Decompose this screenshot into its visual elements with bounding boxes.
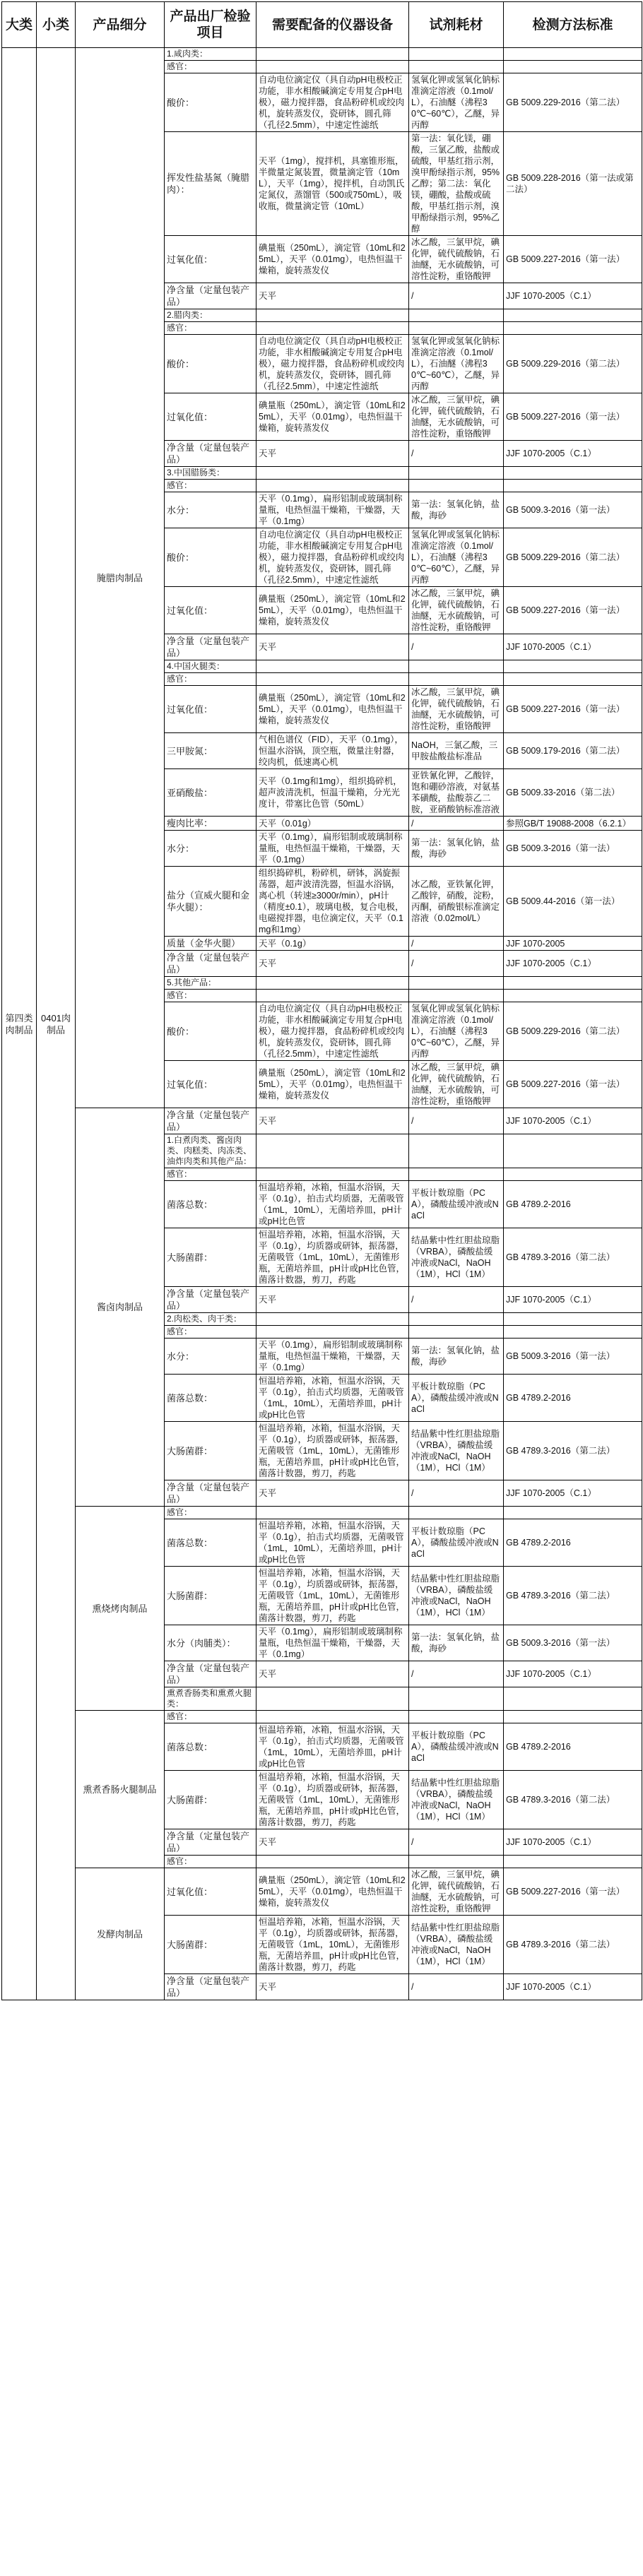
empty-cell [409, 309, 504, 322]
reagent-cell: / [409, 1661, 504, 1687]
empty-cell [256, 480, 409, 492]
method-standard-cell: JJF 1070-2005（C.1） [504, 283, 642, 309]
method-standard-cell: JJF 1070-2005（C.1） [504, 1108, 642, 1134]
section-label-cell: 1.咸肉类： [165, 48, 256, 61]
empty-cell [504, 990, 642, 1002]
empty-cell [409, 1856, 504, 1868]
inspection-requirements-table [1, 1, 642, 2000]
header-cell-small-category: 小类 [37, 2, 76, 48]
method-standard-cell: JJF 1070-2005（C.1） [504, 1661, 642, 1687]
inspection-item-cell: 大肠菌群： [165, 1771, 256, 1829]
section-label-cell: 5.其他产品： [165, 977, 256, 990]
equipment-cell: 自动电位滴定仪（具自动pH电极校正功能，非水相酸碱滴定专用复合pH电极），磁力搅拌器，食品粉碎机或绞肉机，旋转蒸发仪，瓷研钵，圆孔筛（孔径2.5mm），中速定性滤纸 [256, 1002, 409, 1061]
header-cell-method-standard: 检测方法标准 [504, 2, 642, 48]
small-category-cell: 0401肉制品 [37, 48, 76, 2000]
equipment-cell: 天平 [256, 1661, 409, 1687]
empty-cell [409, 1687, 504, 1711]
header-cell-equipment: 需要配备的仪器设备 [256, 2, 409, 48]
empty-cell [409, 480, 504, 492]
method-standard-cell: GB 4789.3-2016（第二法） [504, 1567, 642, 1625]
section-row [2, 48, 642, 61]
empty-cell [504, 467, 642, 480]
method-standard-cell: GB 4789.3-2016（第二法） [504, 1228, 642, 1287]
inspection-item-cell: 瘦肉比率： [165, 817, 256, 831]
method-standard-cell: JJF 1070-2005（C.1） [504, 1480, 642, 1507]
equipment-cell: 天平（0.01g） [256, 817, 409, 831]
section-label-cell: 感官： [165, 990, 256, 1002]
reagent-cell: 冰乙酸，亚铁氰化钾，乙酸锌，硝酸，淀粉，丙酮，硝酸银标准滴定溶液（0.02mol/L） [409, 867, 504, 937]
empty-cell [504, 660, 642, 673]
empty-cell [256, 1168, 409, 1181]
inspection-item-cell: 净含量（定量包装产品） [165, 1480, 256, 1507]
equipment-cell: 天平 [256, 1974, 409, 2000]
empty-cell [504, 977, 642, 990]
method-standard-cell: GB 5009.227-2016（第一法） [504, 1061, 642, 1108]
table-body [2, 48, 642, 2000]
reagent-cell: 结晶紫中性红胆盐琼脂（VRBA），磷酸盐缓冲液或NaCl，NaOH（1M），HCl（1M） [409, 1916, 504, 1974]
empty-cell [256, 1326, 409, 1339]
inspection-item-cell: 过氧化值： [165, 1061, 256, 1108]
empty-cell [256, 990, 409, 1002]
reagent-cell: 结晶紫中性红胆盐琼脂（VRBA），磷酸盐缓冲液或NaCl，NaOH（1M），HCl（1M） [409, 1771, 504, 1829]
equipment-cell: 天平 [256, 1108, 409, 1134]
section-label-cell: 感官： [165, 1856, 256, 1868]
reagent-cell: 氢氧化钾或氢氧化钠标准滴定溶液（0.1mol/L），石油醚（沸程30℃~60℃），乙醚，异丙醇 [409, 73, 504, 132]
section-label-cell: 感官： [165, 1326, 256, 1339]
equipment-cell: 恒温培养箱，冰箱，恒温水浴锅，天平（0.1g），均质器或研钵，振荡器，无菌吸管（1mL，10mL），无菌锥形瓶，无菌培养皿，pH计或pH比色管，菌落计数器，剪刀，药匙 [256, 1771, 409, 1829]
product-subdivision-cell: 熏烧烤肉制品 [76, 1507, 165, 1711]
method-standard-cell: GB 4789.2-2016 [504, 1375, 642, 1422]
empty-cell [504, 1313, 642, 1326]
empty-cell [256, 322, 409, 335]
empty-cell [504, 1134, 642, 1168]
empty-cell [256, 309, 409, 322]
equipment-cell: 碘量瓶（250mL），滴定管（10mL和25mL），天平（0.01mg），电热恒温干燥箱，旋转蒸发仪 [256, 393, 409, 441]
reagent-cell: / [409, 634, 504, 660]
inspection-item-cell: 酸价： [165, 335, 256, 393]
inspection-item-cell: 酸价： [165, 1002, 256, 1061]
reagent-cell: / [409, 1108, 504, 1134]
equipment-cell: 自动电位滴定仪（具自动pH电极校正功能，非水相酸碱滴定专用复合pH电极），磁力搅拌器，食品粉碎机或绞肉机，旋转蒸发仪，瓷研钵，圆孔筛（孔径2.5mm），中速定性滤纸 [256, 528, 409, 587]
equipment-cell: 天平 [256, 441, 409, 467]
empty-cell [256, 61, 409, 73]
method-standard-cell: JJF 1070-2005（C.1） [504, 1974, 642, 2000]
section-label-cell: 感官： [165, 322, 256, 335]
reagent-cell: / [409, 441, 504, 467]
method-standard-cell: GB 5009.229-2016（第二法） [504, 73, 642, 132]
section-row [2, 1711, 642, 1723]
section-label-cell: 感官： [165, 673, 256, 686]
header-row [2, 2, 642, 48]
method-standard-cell: JJF 1070-2005 [504, 937, 642, 951]
equipment-cell: 恒温培养箱，冰箱，恒温水浴锅，天平（0.1g），均质器或研钵，振荡器，无菌吸管（1mL，10mL），无菌锥形瓶，无菌培养皿，pH计或pH比色管，菌落计数器，剪刀，药匙 [256, 1567, 409, 1625]
method-standard-cell: JJF 1070-2005（C.1） [504, 634, 642, 660]
empty-cell [504, 1687, 642, 1711]
method-standard-cell: GB 5009.229-2016（第二法） [504, 1002, 642, 1061]
empty-cell [256, 1687, 409, 1711]
equipment-cell: 气相色谱仪（FID），天平（0.1mg），恒温水浴锅，顶空瓶，微量注射器，绞肉机，低速离心机 [256, 733, 409, 769]
inspection-item-cell: 水分： [165, 492, 256, 528]
empty-cell [504, 1856, 642, 1868]
inspection-item-cell: 三甲胺氮： [165, 733, 256, 769]
section-label-cell: 3.中国腊肠类： [165, 467, 256, 480]
equipment-cell: 组织捣碎机，粉碎机，研钵，涡旋振荡器，超声波清洗器，恒温水浴锅，离心机（转速≥3000r/min），pH计（精度±0.1），玻璃电极，复合电极，电磁搅拌器，电位滴定仪，天平（0.1mg和1mg） [256, 867, 409, 937]
equipment-cell: 自动电位滴定仪（具自动pH电极校正功能，非水相酸碱滴定专用复合pH电极），磁力搅拌器，食品粉碎机或绞肉机，旋转蒸发仪，瓷研钵，圆孔筛（孔径2.5mm），中速定性滤纸 [256, 335, 409, 393]
method-standard-cell: GB 5009.3-2016（第一法） [504, 1625, 642, 1661]
method-standard-cell: GB 4789.2-2016 [504, 1519, 642, 1567]
product-subdivision-cell: 腌腊肉制品 [76, 48, 165, 1108]
empty-cell [409, 990, 504, 1002]
method-standard-cell: GB 5009.3-2016（第一法） [504, 1339, 642, 1375]
method-standard-cell: GB 5009.229-2016（第二法） [504, 335, 642, 393]
reagent-cell: / [409, 283, 504, 309]
method-standard-cell: GB 5009.227-2016（第一法） [504, 686, 642, 733]
reagent-cell: 第一法：氢氧化钠，盐酸，海砂 [409, 1625, 504, 1661]
header-cell-product-subdivision: 产品细分 [76, 2, 165, 48]
inspection-item-cell: 菌落总数： [165, 1519, 256, 1567]
inspection-item-cell: 菌落总数： [165, 1723, 256, 1771]
reagent-cell: 冰乙酸，三氯甲烷，碘化钾，硫代硫酸钠，石油醚，无水硫酸钠，可溶性淀粉，重铬酸钾 [409, 587, 504, 634]
reagent-cell: / [409, 1480, 504, 1507]
empty-cell [256, 1711, 409, 1723]
empty-cell [409, 61, 504, 73]
method-standard-cell: GB 5009.3-2016（第一法） [504, 831, 642, 867]
equipment-cell: 碘量瓶（250mL），滴定管（10mL和25mL），天平（0.01mg），电热恒温干燥箱，旋转蒸发仪 [256, 587, 409, 634]
table-row [2, 1868, 642, 1916]
reagent-cell: 冰乙酸，三氯甲烷，碘化钾，硫代硫酸钠，石油醚，无水硫酸钠，可溶性淀粉，重铬酸钾 [409, 686, 504, 733]
method-standard-cell: GB 5009.227-2016（第一法） [504, 236, 642, 283]
section-row [2, 1507, 642, 1519]
reagent-cell: 结晶紫中性红胆盐琼脂（VRBA），磷酸盐缓冲液或NaCl，NaOH（1M），HCl（1M） [409, 1567, 504, 1625]
empty-cell [409, 673, 504, 686]
empty-cell [409, 1313, 504, 1326]
section-label-cell: 感官： [165, 480, 256, 492]
product-subdivision-cell: 发酵肉制品 [76, 1868, 165, 2000]
section-label-cell: 1.白煮肉类、酱卤肉类、肉糕类、肉冻类、油炸肉类和其他产品： [165, 1134, 256, 1168]
empty-cell [504, 673, 642, 686]
inspection-item-cell: 净含量（定量包装产品） [165, 1661, 256, 1687]
reagent-cell: 亚铁氰化钾，乙酸锌，饱和硼砂溶液，对氨基苯磺酸，盐酸萘乙二胺，亚硝酸钠标准溶液 [409, 769, 504, 817]
reagent-cell: 冰乙酸，三氯甲烷，碘化钾，硫代硫酸钠，石油醚，无水硫酸钠，可溶性淀粉，重铬酸钾 [409, 1868, 504, 1916]
section-label-cell: 4.中国火腿类： [165, 660, 256, 673]
equipment-cell: 天平（0.1mg），扁形铝制或玻璃制称量瓶，电热恒温干燥箱，干燥器，天平（0.1mg） [256, 831, 409, 867]
method-standard-cell: GB 4789.2-2016 [504, 1181, 642, 1228]
section-label-cell: 熏煮香肠类和熏煮火腿类： [165, 1687, 256, 1711]
method-standard-cell: GB 4789.3-2016（第二法） [504, 1916, 642, 1974]
method-standard-cell: GB 5009.228-2016（第一法或第二法） [504, 132, 642, 236]
reagent-cell: / [409, 817, 504, 831]
method-standard-cell: GB 4789.3-2016（第二法） [504, 1422, 642, 1480]
section-label-cell: 感官： [165, 1507, 256, 1519]
inspection-item-cell: 菌落总数： [165, 1375, 256, 1422]
empty-cell [256, 977, 409, 990]
reagent-cell: 第一法：氢氧化钠，盐酸，海砂 [409, 831, 504, 867]
reagent-cell: 平板计数琼脂（PCA），磷酸盐缓冲液或NaCl [409, 1375, 504, 1422]
method-standard-cell: GB 5009.227-2016（第一法） [504, 587, 642, 634]
header-cell-inspection-item: 产品出厂检验项目 [165, 2, 256, 48]
reagent-cell: 第一法：氧化镁，硼酸，三氯乙酸，盐酸或硫酸，甲基红指示剂，溴甲酚绿指示剂，95%乙醇；第二法：氧化镁，硼酸，盐酸或硫酸，甲基红指示剂，溴甲酚绿指示剂，95%乙醇 [409, 132, 504, 236]
method-standard-cell: GB 4789.2-2016 [504, 1723, 642, 1771]
equipment-cell: 天平 [256, 283, 409, 309]
inspection-item-cell: 过氧化值： [165, 393, 256, 441]
method-standard-cell: GB 5009.44-2016（第一法） [504, 867, 642, 937]
inspection-item-cell: 净含量（定量包装产品） [165, 1108, 256, 1134]
inspection-item-cell: 过氧化值： [165, 236, 256, 283]
reagent-cell: 结晶紫中性红胆盐琼脂（VRBA），磷酸盐缓冲液或NaCl，NaOH（1M），HCl（1M） [409, 1422, 504, 1480]
equipment-cell: 恒温培养箱，冰箱，恒温水浴锅，天平（0.1g），拍击式均质器，无菌吸管（1mL，10mL），无菌培养皿，pH计或pH比色管 [256, 1375, 409, 1422]
reagent-cell: 平板计数琼脂（PCA），磷酸盐缓冲液或NaCl [409, 1723, 504, 1771]
empty-cell [256, 1507, 409, 1519]
inspection-item-cell: 质量（金华火腿） [165, 937, 256, 951]
header-cell-reagents: 试剂耗材 [409, 2, 504, 48]
equipment-cell: 天平（0.1mg），扁形铝制或玻璃制称量瓶，电热恒温干燥箱，干燥器，天平（0.1mg） [256, 1339, 409, 1375]
equipment-cell: 恒温培养箱，冰箱，恒温水浴锅，天平（0.1g），拍击式均质器，无菌吸管（1mL，10mL），无菌培养皿，pH计或pH比色管 [256, 1519, 409, 1567]
reagent-cell: 氢氧化钾或氢氧化钠标准滴定溶液（0.1mol/L），石油醚（沸程30℃~60℃），乙醚，异丙醇 [409, 528, 504, 587]
product-subdivision-cell: 熏煮香肠火腿制品 [76, 1711, 165, 1868]
empty-cell [504, 480, 642, 492]
method-standard-cell: GB 5009.179-2016（第二法） [504, 733, 642, 769]
equipment-cell: 天平（0.1mg），扁形铝制或玻璃制称量瓶，电热恒温干燥箱，干燥器，天平（0.1mg） [256, 492, 409, 528]
method-standard-cell: GB 4789.3-2016（第二法） [504, 1771, 642, 1829]
reagent-cell: 氢氧化钾或氢氧化钠标准滴定溶液（0.1mol/L），石油醚（沸程30℃~60℃），乙醚，异丙醇 [409, 1002, 504, 1061]
section-label-cell: 感官： [165, 1711, 256, 1723]
equipment-cell: 碘量瓶（250mL），滴定管（10mL和25mL），天平（0.01mg），电热恒温干燥箱，旋转蒸发仪 [256, 1061, 409, 1108]
reagent-cell: 平板计数琼脂（PCA），磷酸盐缓冲液或NaCl [409, 1181, 504, 1228]
empty-cell [504, 1168, 642, 1181]
inspection-item-cell: 水分： [165, 1339, 256, 1375]
reagent-cell: 第一法：氢氧化钠，盐酸，海砂 [409, 1339, 504, 1375]
method-standard-cell: JJF 1070-2005（C.1） [504, 1829, 642, 1856]
inspection-item-cell: 净含量（定量包装产品） [165, 1974, 256, 2000]
inspection-item-cell: 大肠菌群： [165, 1228, 256, 1287]
reagent-cell: 冰乙酸，三氯甲烷，碘化钾，硫代硫酸钠，石油醚，无水硫酸钠，可溶性淀粉，重铬酸钾 [409, 236, 504, 283]
empty-cell [409, 1168, 504, 1181]
equipment-cell: 碘量瓶（250mL），滴定管（10mL和25mL），天平（0.01mg），电热恒温干燥箱，旋转蒸发仪 [256, 686, 409, 733]
big-category-cell: 第四类 肉制品 [2, 48, 37, 2000]
reagent-cell: / [409, 1829, 504, 1856]
empty-cell [504, 1507, 642, 1519]
inspection-item-cell: 盐分（宣威火腿和金华火腿）： [165, 867, 256, 937]
empty-cell [409, 48, 504, 61]
inspection-item-cell: 菌落总数： [165, 1181, 256, 1228]
inspection-item-cell: 水分（肉脯类）： [165, 1625, 256, 1661]
inspection-item-cell: 挥发性盐基氮（腌腊肉）： [165, 132, 256, 236]
equipment-cell: 碘量瓶（250mL），滴定管（10mL和25mL），天平（0.01mg），电热恒温干燥箱，旋转蒸发仪 [256, 1868, 409, 1916]
section-label-cell: 2.腊肉类： [165, 309, 256, 322]
empty-cell [504, 61, 642, 73]
equipment-cell: 自动电位滴定仪（具自动pH电极校正功能，非水相酸碱滴定专用复合pH电极），磁力搅拌器，食品粉碎机或绞肉机，旋转蒸发仪，瓷研钵，圆孔筛（孔径2.5mm），中速定性滤纸 [256, 73, 409, 132]
equipment-cell: 天平 [256, 1480, 409, 1507]
inspection-item-cell: 大肠菌群： [165, 1422, 256, 1480]
reagent-cell: 平板计数琼脂（PCA），磷酸盐缓冲液或NaCl [409, 1519, 504, 1567]
section-label-cell: 2.肉松类、肉干类： [165, 1313, 256, 1326]
equipment-cell: 天平 [256, 634, 409, 660]
inspection-item-cell: 过氧化值： [165, 587, 256, 634]
reagent-cell: 结晶紫中性红胆盐琼脂（VRBA），磷酸盐缓冲液或NaCl，NaOH（1M），HCl（1M） [409, 1228, 504, 1287]
method-standard-cell: GB 5009.229-2016（第二法） [504, 528, 642, 587]
reagent-cell: / [409, 1974, 504, 2000]
reagent-cell: / [409, 1287, 504, 1313]
method-standard-cell: JJF 1070-2005（C.1） [504, 441, 642, 467]
inspection-item-cell: 净含量（定量包装产品） [165, 1287, 256, 1313]
empty-cell [504, 1711, 642, 1723]
reagent-cell: NaOH，三氯乙酸，三甲胺盐酸盐标准品 [409, 733, 504, 769]
section-label-cell: 感官： [165, 61, 256, 73]
method-standard-cell: 参照GB/T 19088-2008（6.2.1） [504, 817, 642, 831]
table-row [2, 1108, 642, 1134]
reagent-cell: 第一法：氢氧化钠，盐酸，海砂 [409, 492, 504, 528]
empty-cell [256, 1134, 409, 1168]
equipment-cell: 碘量瓶（250mL），滴定管（10mL和25mL），天平（0.01mg），电热恒温干燥箱，旋转蒸发仪 [256, 236, 409, 283]
reagent-cell: 氢氧化钾或氢氧化钠标准滴定溶液（0.1mol/L），石油醚（沸程30℃~60℃），乙醚，异丙醇 [409, 335, 504, 393]
inspection-item-cell: 亚硝酸盐： [165, 769, 256, 817]
empty-cell [409, 1326, 504, 1339]
method-standard-cell: JJF 1070-2005（C.1） [504, 951, 642, 977]
equipment-cell: 恒温培养箱，冰箱，恒温水浴锅，天平（0.1g），拍击式均质器，无菌吸管（1mL，10mL），无菌培养皿，pH计或pH比色管 [256, 1723, 409, 1771]
empty-cell [409, 467, 504, 480]
equipment-cell: 天平 [256, 951, 409, 977]
inspection-item-cell: 过氧化值： [165, 1868, 256, 1916]
empty-cell [256, 467, 409, 480]
method-standard-cell: GB 5009.33-2016（第二法） [504, 769, 642, 817]
equipment-cell: 恒温培养箱，冰箱，恒温水浴锅，天平（0.1g），均质器或研钵，振荡器，无菌吸管（1mL，10mL），无菌锥形瓶，无菌培养皿，pH计或pH比色管，菌落计数器，剪刀，药匙 [256, 1422, 409, 1480]
equipment-cell: 天平（0.1mg和1mg），组织捣碎机，超声波清洗机，恒温干燥箱，分光光度计，带塞比色管（50mL） [256, 769, 409, 817]
method-standard-cell: GB 5009.3-2016（第一法） [504, 492, 642, 528]
inspection-item-cell: 过氧化值： [165, 686, 256, 733]
inspection-item-cell: 净含量（定量包装产品） [165, 634, 256, 660]
reagent-cell: 冰乙酸，三氯甲烷，碘化钾，硫代硫酸钠，石油醚，无水硫酸钠，可溶性淀粉，重铬酸钾 [409, 393, 504, 441]
empty-cell [409, 660, 504, 673]
equipment-cell: 恒温培养箱，冰箱，恒温水浴锅，天平（0.1g），拍击式均质器，无菌吸管（1mL，10mL），无菌培养皿，pH计或pH比色管 [256, 1181, 409, 1228]
inspection-item-cell: 酸价： [165, 73, 256, 132]
empty-cell [504, 48, 642, 61]
inspection-item-cell: 大肠菌群： [165, 1567, 256, 1625]
header-cell-big-category: 大类 [2, 2, 37, 48]
reagent-cell: / [409, 951, 504, 977]
section-label-cell: 感官： [165, 1168, 256, 1181]
method-standard-cell: JJF 1070-2005（C.1） [504, 1287, 642, 1313]
empty-cell [504, 309, 642, 322]
equipment-cell: 恒温培养箱，冰箱，恒温水浴锅，天平（0.1g），均质器或研钵，振荡器，无菌吸管（1mL，10mL），无菌锥形瓶，无菌培养皿，pH计或pH比色管，菌落计数器，剪刀，药匙 [256, 1916, 409, 1974]
empty-cell [256, 1856, 409, 1868]
empty-cell [256, 660, 409, 673]
empty-cell [256, 1313, 409, 1326]
equipment-cell: 恒温培养箱，冰箱，恒温水浴锅，天平（0.1g），均质器或研钵，振荡器，无菌吸管（1mL，10mL），无菌锥形瓶，无菌培养皿，pH计或pH比色管，菌落计数器，剪刀，药匙 [256, 1228, 409, 1287]
empty-cell [256, 673, 409, 686]
empty-cell [409, 977, 504, 990]
equipment-cell: 天平（0.1mg），扁形铝制或玻璃制称量瓶，电热恒温干燥箱，干燥器，天平（0.1mg） [256, 1625, 409, 1661]
reagent-cell: / [409, 937, 504, 951]
inspection-item-cell: 净含量（定量包装产品） [165, 951, 256, 977]
method-standard-cell: GB 5009.227-2016（第一法） [504, 393, 642, 441]
empty-cell [409, 322, 504, 335]
method-standard-cell: GB 5009.227-2016（第一法） [504, 1868, 642, 1916]
inspection-item-cell: 净含量（定量包装产品） [165, 283, 256, 309]
equipment-cell: 天平（1mg），搅拌机，具塞锥形瓶，半微量定氮装置，微量滴定管（10mL），天平（1mg），搅拌机，自动凯氏定氮仪，蒸馏管（500或750mL），吸收瓶，微量滴定管（10mL） [256, 132, 409, 236]
inspection-item-cell: 净含量（定量包装产品） [165, 1829, 256, 1856]
product-subdivision-cell: 酱卤肉制品 [76, 1108, 165, 1507]
equipment-cell: 天平 [256, 1287, 409, 1313]
empty-cell [504, 322, 642, 335]
reagent-cell: 冰乙酸，三氯甲烷，碘化钾，硫代硫酸钠，石油醚，无水硫酸钠，可溶性淀粉，重铬酸钾 [409, 1061, 504, 1108]
equipment-cell: 天平 [256, 1829, 409, 1856]
empty-cell [504, 1326, 642, 1339]
empty-cell [409, 1711, 504, 1723]
inspection-item-cell: 水分： [165, 831, 256, 867]
equipment-cell: 天平（0.1g） [256, 937, 409, 951]
empty-cell [409, 1507, 504, 1519]
empty-cell [256, 48, 409, 61]
inspection-item-cell: 大肠菌群： [165, 1916, 256, 1974]
inspection-item-cell: 净含量（定量包装产品） [165, 441, 256, 467]
inspection-item-cell: 酸价： [165, 528, 256, 587]
empty-cell [409, 1134, 504, 1168]
